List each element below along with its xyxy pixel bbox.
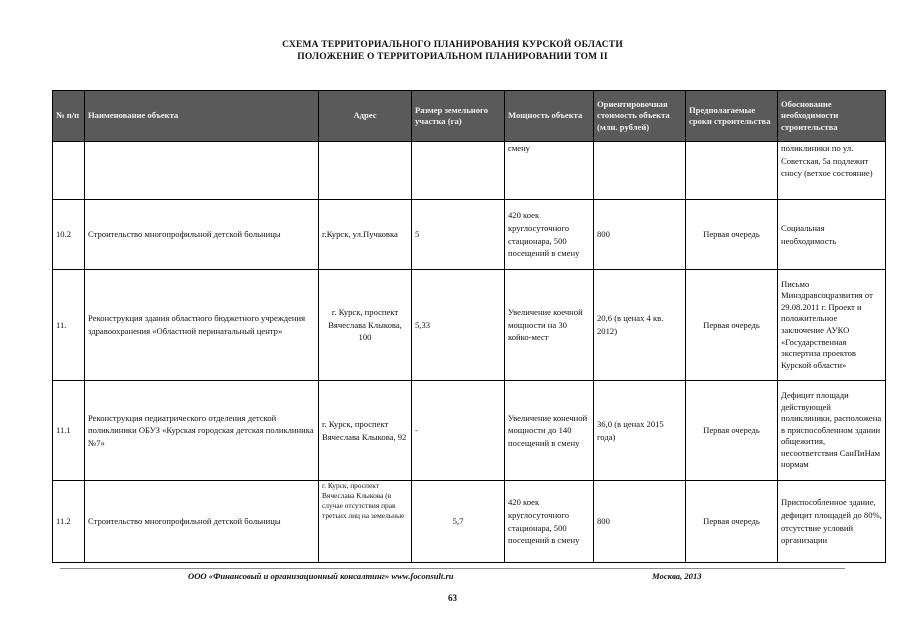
document-title-line2: ПОЛОЖЕНИЕ О ТЕРРИТОРИАЛЬНОМ ПЛАНИРОВАНИИ ТОМ II bbox=[297, 52, 608, 62]
cell-reason: Письмо Минздравсоцразвития от 29.08.2011 г. Проект и положительное заключение АУКО «Государственная экспертиза проектов Курской области» bbox=[778, 270, 886, 381]
cell-area: 5,7 bbox=[412, 481, 505, 563]
table-row bbox=[53, 142, 886, 200]
cell-number bbox=[53, 142, 85, 200]
cell-area: - bbox=[412, 381, 505, 481]
cell-reason: Дефицит площади действующей поликлиники, расположена в приспособленном здании общежития, несоответствия СанПиНам нормам bbox=[778, 381, 886, 481]
cell-reason: поликлиники по ул. Советская, 5а подлежит сносу (ветхое состояние) bbox=[778, 142, 886, 200]
column-header-area: Размер земельного участка (га) bbox=[412, 91, 505, 142]
column-header-reason: Обоснование необходимости строительства bbox=[778, 91, 886, 142]
table-header-row bbox=[53, 91, 886, 142]
cell-term: Первая очередь bbox=[686, 200, 778, 270]
cell-name bbox=[85, 142, 319, 200]
column-header-address: Адрес bbox=[319, 91, 412, 142]
document-title-line1: СХЕМА ТЕРРИТОРИАЛЬНОГО ПЛАНИРОВАНИЯ КУРСКОЙ ОБЛАСТИ bbox=[282, 40, 623, 50]
cell-cost bbox=[594, 142, 686, 200]
cell-term bbox=[686, 142, 778, 200]
cell-reason: Социальная необходимость bbox=[778, 200, 886, 270]
column-header-name: Наименование объекта bbox=[85, 91, 319, 142]
cell-address: г. Курск, проспект Вячеслава Клыкова, 92 bbox=[319, 381, 412, 481]
objects-table bbox=[52, 90, 886, 563]
cell-cost: 800 bbox=[594, 481, 686, 563]
column-header-number: № п/п bbox=[53, 91, 85, 142]
cell-number: 11.1 bbox=[53, 381, 85, 481]
cell-capacity: Увеличение коечной мощности на 30 койко-мест bbox=[505, 270, 594, 381]
cell-address: г. Курск, проспект Вячеслава Клыкова, 100 bbox=[319, 270, 412, 381]
footer-city-year: Москва, 2013 bbox=[652, 571, 702, 581]
cell-term: Первая очередь bbox=[686, 270, 778, 381]
column-header-capacity: Мощность объекта bbox=[505, 91, 594, 142]
cell-name: Реконструкция педиатрического отделения детской поликлиники ОБУЗ «Курская городская детская поликлиника №7» bbox=[85, 381, 319, 481]
cell-cost: 800 bbox=[594, 200, 686, 270]
cell-address: г.Курск, ул.Пучковка bbox=[319, 200, 412, 270]
cell-number: 11.2 bbox=[53, 481, 85, 563]
table-row bbox=[53, 481, 886, 563]
cell-number: 11. bbox=[53, 270, 85, 381]
cell-capacity: 420 коек круглосуточного стационара, 500 посещений в смену bbox=[505, 481, 594, 563]
cell-cost: 20,6 (в ценах 4 кв. 2012) bbox=[594, 270, 686, 381]
cell-name: Реконструкция здания областного бюджетного учреждения здравоохранения «Областной перинатальный центр» bbox=[85, 270, 319, 381]
cell-capacity: 420 коек круглосуточного стационара, 500 посещений в смену bbox=[505, 200, 594, 270]
cell-number: 10.2 bbox=[53, 200, 85, 270]
table-row bbox=[53, 270, 886, 381]
cell-cost: 36,0 (в ценах 2015 года) bbox=[594, 381, 686, 481]
column-header-term: Предполагаемые сроки строительства bbox=[686, 91, 778, 142]
table-row bbox=[53, 381, 886, 481]
cell-address: г. Курск, проспект Вячеслава Клыкова (в случае отсутствия прав третьих лиц на земельные bbox=[319, 481, 412, 563]
cell-area bbox=[412, 142, 505, 200]
footer-company: ООО «Финансовый и организационный консалтинг» www.foconsult.ru bbox=[188, 571, 454, 581]
cell-area: 5 bbox=[412, 200, 505, 270]
cell-capacity: смену bbox=[505, 142, 594, 200]
cell-address bbox=[319, 142, 412, 200]
page-number: 63 bbox=[448, 593, 457, 603]
cell-area: 5,33 bbox=[412, 270, 505, 381]
cell-reason: Приспособленное здание, дефицит площадей до 80%, отсутствие условий организации bbox=[778, 481, 886, 563]
cell-term: Первая очередь bbox=[686, 381, 778, 481]
cell-capacity: Увеличение конечной мощности до 140 посещений в смену bbox=[505, 381, 594, 481]
cell-name: Строительство многопрофильной детской больницы bbox=[85, 200, 319, 270]
footer-divider bbox=[60, 568, 845, 569]
cell-name: Строительство многопрофильной детской больницы bbox=[85, 481, 319, 563]
table-row bbox=[53, 200, 886, 270]
cell-term: Первая очередь bbox=[686, 481, 778, 563]
column-header-cost: Ориентировочная стоимость объекта (млн. рублей) bbox=[594, 91, 686, 142]
